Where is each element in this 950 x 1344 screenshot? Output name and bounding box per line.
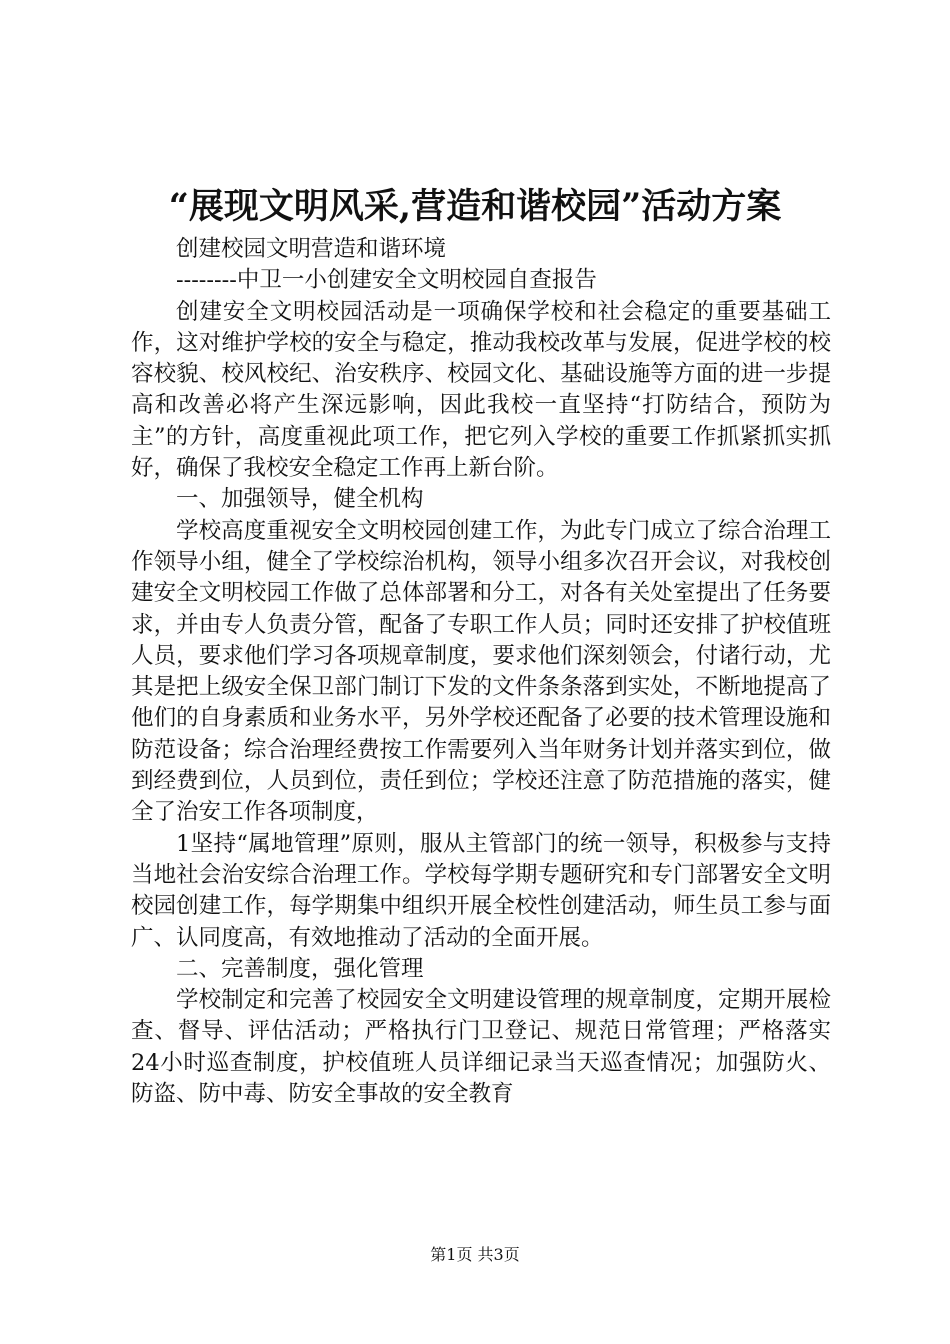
body-paragraph: 创建安全文明校园活动是一项确保学校和社会稳定的重要基础工作，这对维护学校的安全与稳定，推动我校改革与发展，促进学校的校容校貌、校风校纪、治安秩序、校园文化、基础设施等方面的进一步提高和改善必将产生深远影响，因此我校一直坚持“打防结合，预防为主”的方针，高度重视此项工作，把它列入学校的重要工作抓紧抓实抓好，确保了我校安全稳定工作再上新台阶。 [131,298,831,482]
page-footer: 第1页 共3页 [430,1245,520,1264]
body-paragraph: 1坚持“属地管理”原则，服从主管部门的统一领导，积极参与支持当地社会治安综合治理工作。学校每学期专题研究和专门部署安全文明校园创建工作，每学期集中组织开展全校性创建活动，师生员工参与面广、认同度高，有效地推动了活动的全面开展。 [131,830,831,951]
section-heading: 二、完善制度，强化管理 [176,955,424,982]
document-body [131,234,831,1110]
subtitle-line: 创建校园文明营造和谐环境 [176,236,447,262]
body-paragraph: 学校高度重视安全文明校园创建工作，为此专门成立了综合治理工作领导小组，健全了学校综治机构，领导小组多次召开会议，对我校创建安全文明校园工作做了总体部署和分工，对各有关处室提出了任务要求，并由专人负责分管，配备了专职工作人员；同时还安排了护校值班人员，要求他们学习各项规章制度，要求他们深刻领会，付诸行动，尤其是把上级安全保卫部门制订下发的文件条条落到实处，不断地提高了他们的自身素质和业务水平，另外学校还配备了必要的技术管理设施和防范设备；综合治理经费按工作需要列入当年财务计划并落实到位，做到经费到位，人员到位，责任到位；学校还注意了防范措施的落实，健全了治安工作各项制度， [131,517,831,826]
section-heading: 一、加强领导，健全机构 [176,486,424,513]
body-paragraph: 学校制定和完善了校园安全文明建设管理的规章制度，定期开展检查、督导、评估活动；严格执行门卫登记、规范日常管理；严格落实24小时巡查制度，护校值班人员详细记录当天巡查情况；加强防火、防盗、防中毒、防安全事故的安全教育 [131,987,831,1108]
document-title: “展现文明风采,营造和谐校园”活动方案 [168,186,782,227]
subtitle-report-line: --------中卫一小创建安全文明校园自查报告 [176,267,597,294]
